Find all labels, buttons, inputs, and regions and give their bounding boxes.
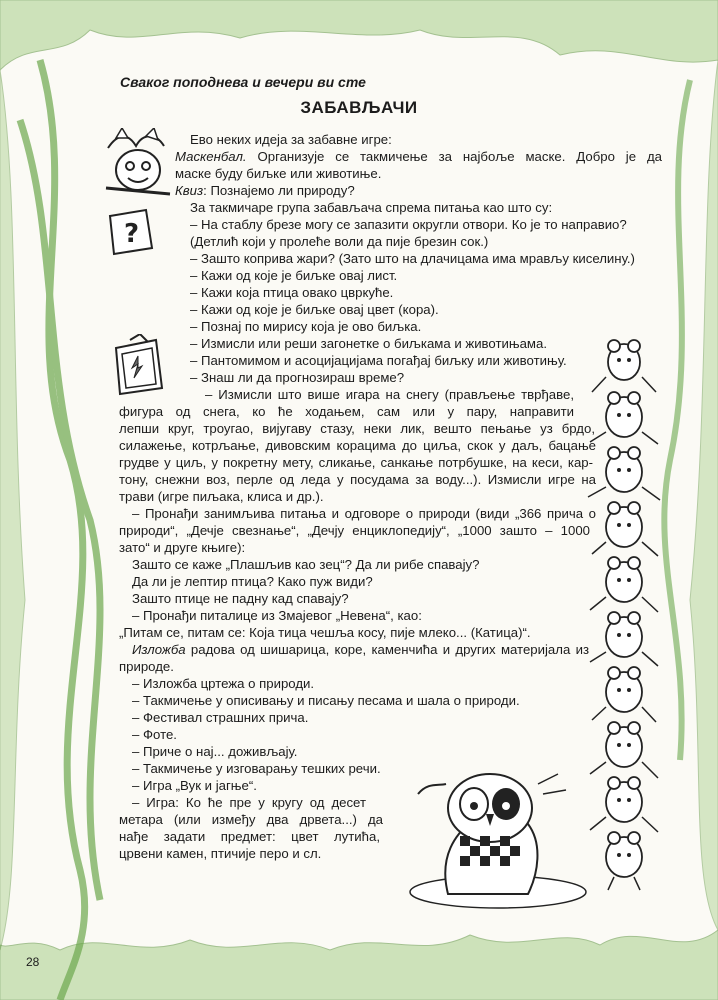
text-span: : Познајемо ли природу? (203, 183, 355, 198)
text-line: – Пронађи занимљива питања и одговоре о природи (види „366 прича о (132, 506, 596, 521)
mask-sign-icon (98, 128, 178, 206)
text-line: Зашто се каже „Плашљив као зец“? Да ли рибе спавају? (132, 557, 480, 572)
text-line: За такмичаре група забављача спрема питања као што су: (190, 200, 553, 215)
text-line: – Зашто коприва жари? (Зато што на длачицама има мрављу киселину.) (190, 251, 635, 266)
text-line: – Игра „Вук и јагње“. (132, 778, 257, 793)
text-line: Ево неких идеја за забавне игре: (190, 132, 392, 147)
text-span: Организује се такмичење за најбоље маске. Добро је да (246, 149, 662, 164)
text-line: нађе задати предмет: цвет лутића, (119, 829, 380, 844)
text-line (175, 148, 662, 165)
text-line: Да ли је лептир птица? Како пуж види? (132, 574, 373, 589)
text-line: – Приче о нај... доживљају. (132, 744, 298, 759)
text-line (175, 182, 355, 199)
text-line: „Питам се, питам се: Која тица чешља косу, пије млеко... (Катица)“. (119, 625, 531, 640)
text-line: – Измисли што више игара на снегу (прављење тврђаве, (205, 387, 574, 402)
text-line: трави (игре пиљака, клиса и др.). (119, 489, 324, 504)
text-line: – Кажи од које је биљке овај цвет (кора). (190, 302, 439, 317)
text-line: природе. (119, 659, 174, 674)
text-line: грудве у циљ, у покретну мету, сликање, санкање потрбушке, на кеси, кар- (119, 455, 593, 470)
page-number: 28 (26, 955, 40, 969)
text-line: маске буду биљке или животиње. (175, 166, 382, 181)
text-line: – Знаш ли да прогнозираш време? (190, 370, 405, 385)
term-izlozba: Изложба (132, 642, 186, 657)
text-line: метара (или између два дрвета...) да (119, 812, 383, 827)
leaf-card-icon (110, 334, 168, 398)
question-card-icon (104, 206, 156, 258)
text-line: – Пронађи питалице из Змајевог „Невена“, као: (132, 608, 422, 623)
owl-illustration (398, 764, 588, 914)
text-line: – Игра: Ко ће пре у кругу од десет (132, 795, 366, 810)
text-line: – Кажи од које је биљке овај лист. (190, 268, 398, 283)
text-line: – Такмичење у изговарању тешких речи. (132, 761, 381, 776)
text-line: – Пантомимом и асоцијацијама погађај биљку или животињу. (190, 353, 567, 368)
text-line: – Фоте. (132, 727, 177, 742)
text-line: – Изложба цртежа о природи. (132, 676, 315, 691)
term-maskenbal: Маскенбал. (175, 149, 247, 164)
text-line: – Кажи која птица овако цвркуће. (190, 285, 394, 300)
text-line: зато“ и друге књиге): (119, 540, 246, 555)
svg-text:?: ? (124, 219, 140, 249)
text-span: радова од шишарица, коре, каменчића и других материјала из (185, 642, 589, 657)
text-line: – Познај по мирису која је ово биљка. (190, 319, 422, 334)
text-line: – Измисли или реши загонетке о биљкама и животињама. (190, 336, 547, 351)
mouse-tower-illustration (578, 332, 670, 892)
text-line: – На стаблу брезе могу се запазити округли отвори. Ко је то направио? (190, 217, 627, 232)
page-title: ЗАБАВЉАЧИ (300, 98, 418, 117)
text-line: (Детлић који у пролеће воли да пије брезин сок.) (190, 234, 489, 249)
text-line: силажење, котрљање, дивовским корацима до циља, скок у даљ, бацање (119, 438, 596, 453)
text-line: црвени камен, птичије перо и сл. (119, 846, 322, 861)
text-line: лепши круг, троугао, вијугаву стазу, неки лик, вешто пењање уз брдо, (119, 421, 595, 436)
text-line: Зашто птице не падну кад спавају? (132, 591, 349, 606)
term-kviz: Квиз (175, 183, 204, 198)
text-line: – Фестивал страшних прича. (132, 710, 309, 725)
text-line (132, 641, 589, 658)
text-line: – Такмичење у описивању и писању песама и шала о природи. (132, 693, 520, 708)
text-line: природи“, „Дечје свезнање“, „Дечју енциклопедију“, „1000 зашто – 1000 (119, 523, 590, 538)
text-line: фигура од снега, ко ће ходањем, сам или у пару, направити (119, 404, 574, 419)
page-subtitle: Сваког поподнева и вечери ви сте (120, 74, 366, 90)
text-line: тону, снежни воз, перле од леда у посудама за воду...). Измисли игре на (119, 472, 596, 487)
